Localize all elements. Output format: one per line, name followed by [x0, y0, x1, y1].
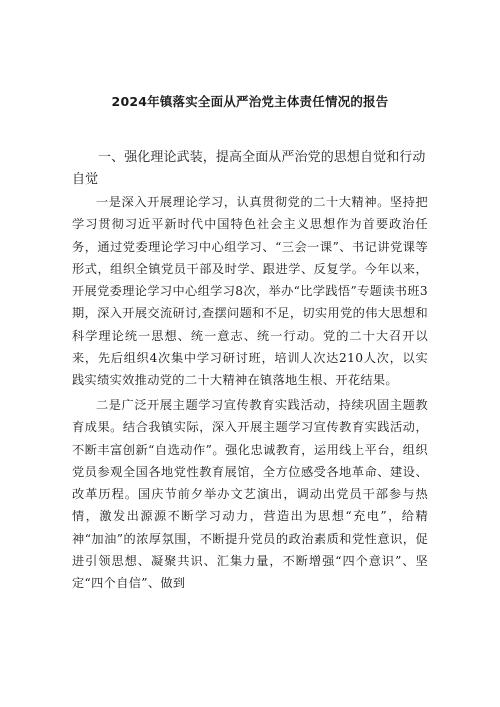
section-heading: 一、强化理论武装，提高全面从严治党的思想自觉和行动自觉: [72, 150, 426, 187]
document-title: 2024年镇落实全面从严治党主体责任情况的报告: [111, 94, 389, 109]
paragraph-1: 一是深入开展理论学习，认真贯彻党的二十大精神。坚持把学习贯彻习近平新时代中国特色社会主义思想作为首要政治任务，通过党委理论学习中心组学习、“三会一课”、书记讲党课等形式，组织全镇党员干部及时学、跟进学、反复学。今年以来，开展党委理论学习中心组学习8次，举办“比学践悟”专题读书班3期，深入开展交流研讨,查摆问题和不足，切实用党的伟大思想和科学理论统一思想、统一意志、统一行动。党的二十大召开以来，先后组织4次集中学习研讨班，培训人次达210人次，以实践实绩实效推动党的二十大精神在镇落地生根、开花结果。: [72, 195, 428, 388]
paragraph-2: 二是广泛开展主题学习宣传教育实践活动，持续巩固主题教育成果。结合我镇实际，深入开展主题学习宣传教育实践活动，不断丰富创新“自选动作”。强化忠诚教育，运用线上平台，组织党员参观全国各地党性教育展馆，全方位感受各地革命、建设、改革历程。国庆节前夕举办文艺演出，调动出党员干部参与热情，激发出源源不断学习动力，营造出为思想“充电”，给精神“加油”的浓厚氛围，不断提升党员的政治素质和党性意识，促进引领思想、凝聚共识、汇集力量，不断增强“四个意识”、坚定“四个自信”、做到: [72, 398, 428, 591]
